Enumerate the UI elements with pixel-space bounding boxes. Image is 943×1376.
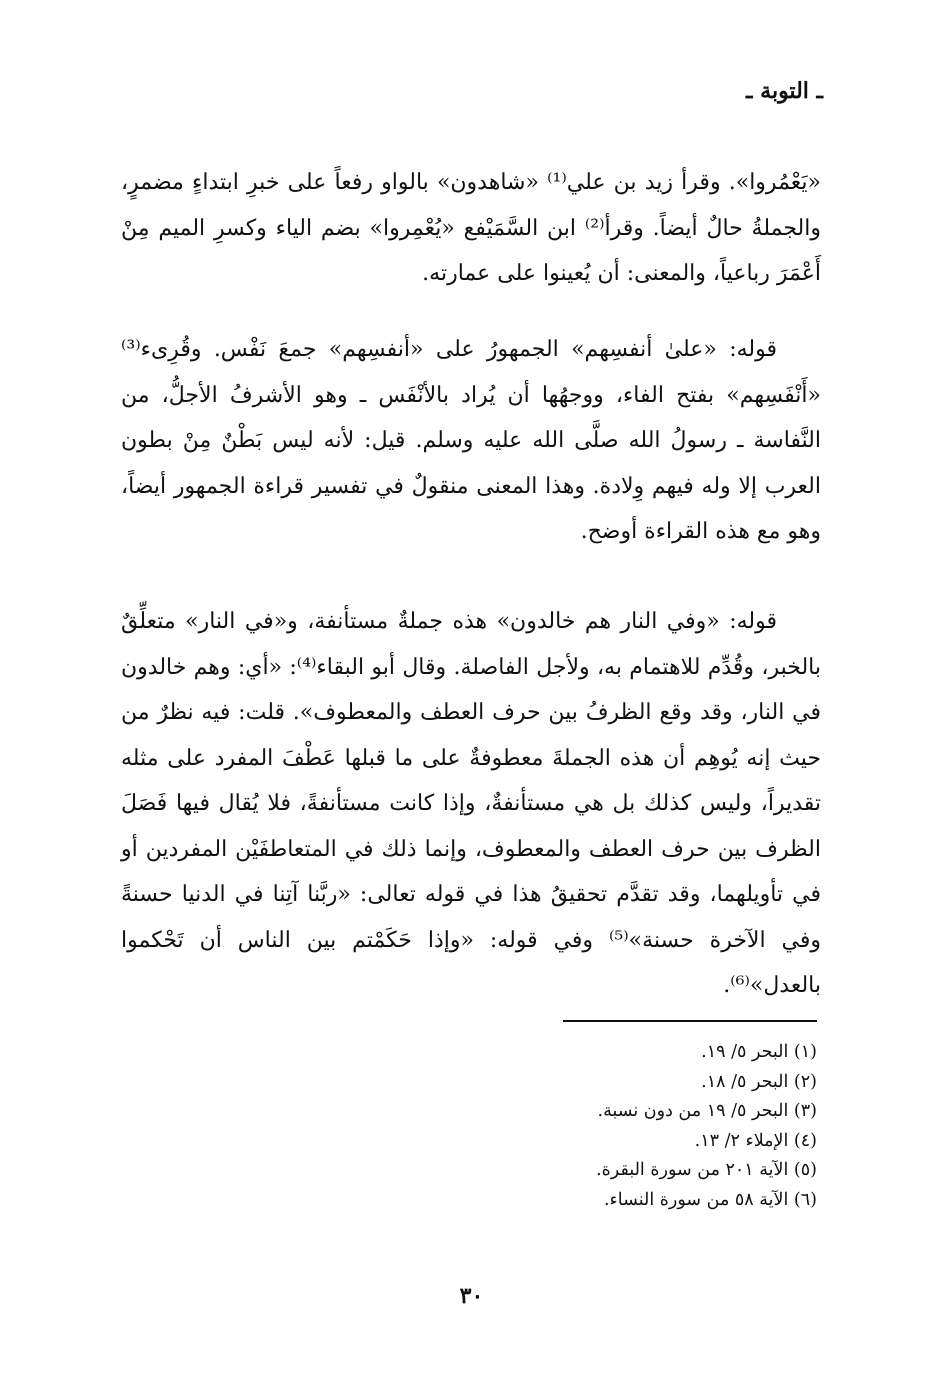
footnote-item: (٤) الإملاء ٢/ ١٣. — [694, 1130, 817, 1151]
body-paragraph-3: قوله: «وفي النار هم خالدون» هذه جملةٌ مستأنفة، و«في النار» متعلِّقٌ بالخبر، وقُدِّم للاهتمام به، ولأجل الفاصلة. وقال أبو البقاء⁽⁴⁾: «أي: وهم خالدون في النار، وقد وقع الظرفُ بين حرف العطف والمعطوف». قلت: فيه نظرٌ من حيث إنه يُوهِم أن هذه الجملةَ معطوفةٌ على ما قبلها عَطْفَ المفرد على مثله تقديراً، وليس كذلك بل هي مستأنفةٌ، وإذا كانت مستأنفةً، فلا يُقال فيها فَصَلَ الظرف بين حرف العطف والمعطوف، وإنما ذلك في المتعاطفَيْن المفردين أو في تأويلهما، وقد تقدَّم تحقيقُ هذا في قوله تعالى: «ربَّنا آتِنا في الدنيا حسنةً وفي الآخرة حسنة»⁽⁵⁾ وفي قوله: «وإذا حَكَمْتم بين الناس أن تَحْكموا بالعدل»⁽⁶⁾. — [121, 609, 822, 998]
footnote-item: (٥) الآية ٢٠١ من سورة البقرة. — [596, 1160, 817, 1180]
body-paragraph-1: «يَعْمُروا». وقرأ زيد بن علي⁽¹⁾ «شاهدون» بالواو رفعاً على خبرِ ابتداءٍ مضمرٍ، والجملةُ حالٌ أيضاً. وقرأ⁽²⁾ ابن السَّمَيْفع «يُعْمِروا» بضم الياء وكسرِ الميم مِنْ أَعْمَرَ رباعياً، والمعنى: أن يُعينوا على عمارته. — [121, 170, 821, 286]
footnote-item: (١) البحر ٥/ ١٩. — [701, 1042, 817, 1062]
body-paragraph-2: قوله: «علىٰ أنفسِهم» الجمهورُ على «أنفسِهم» جمعَ نَفْس. وقُرِىء⁽³⁾ «أَنْفَسِهم» بفتح الفاء، ووجهُها أن يُراد بالأنْفَس ـ وهو الأشرفُ الأجلُّ، من النَّفاسة ـ رسولُ الله صلَّى الله عليه وسلم. قيل: لأنه ليس بَطْنٌ مِنْ بطون العرب إلا وله فيهم وِلادة. وهذا المعنى منقولٌ في تفسير قراءة الجمهور أيضاً، وهو مع هذه القراءة أوضح. — [121, 337, 821, 544]
footnote-item: (٦) الآية ٥٨ من سورة النساء. — [603, 1189, 817, 1210]
footnote-item: (٢) البحر ٥/ ١٨. — [701, 1071, 817, 1092]
footnotes-list — [317, 1038, 817, 1215]
page-number: ٣٠ — [459, 1283, 484, 1309]
footnote-item: (٣) البحر ٥/ ١٩ من دون نسبة. — [597, 1101, 817, 1121]
footnote-separator — [563, 1020, 817, 1022]
running-header: ـ التوبة ـ — [746, 78, 823, 104]
